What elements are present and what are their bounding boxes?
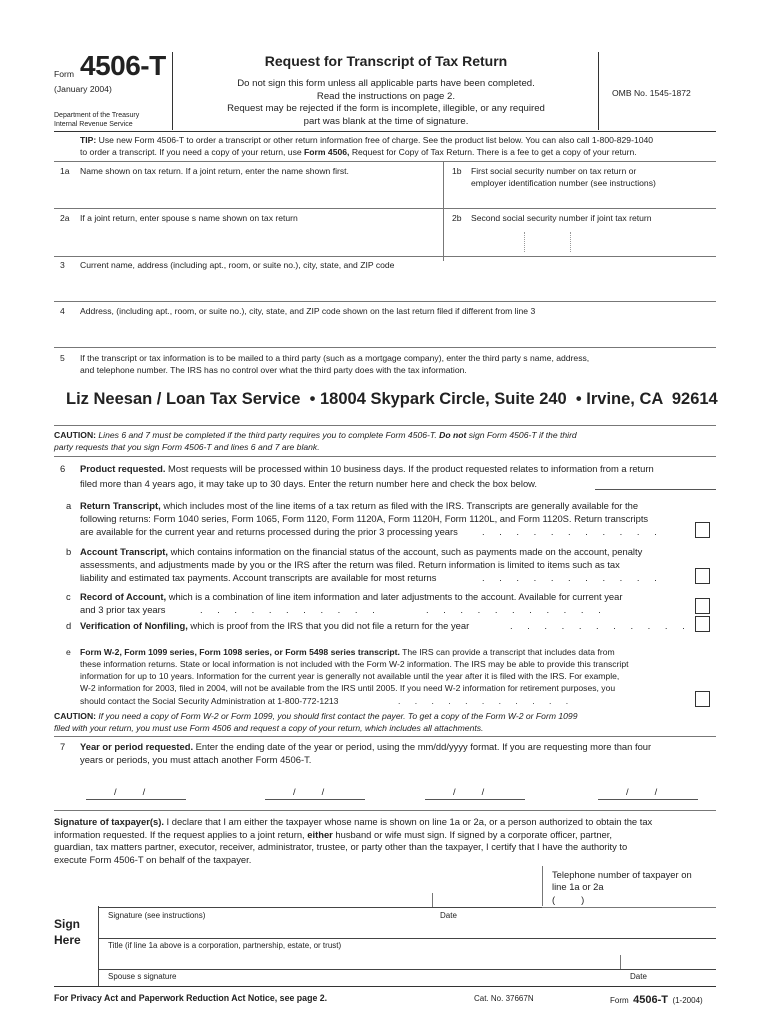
line-2a-num: 2a <box>60 213 70 223</box>
line-6b-text2: assessments, and adjustments made by you or the IRS after the return was filed. Return information is limited to items such as tax <box>80 559 620 570</box>
phone-label-1: Telephone number of taxpayer on <box>552 869 692 880</box>
dept-line2: Internal Revenue Service <box>54 121 133 128</box>
period-3-slashes: / / <box>453 786 485 797</box>
taxpayer-date-field[interactable] <box>440 890 540 906</box>
line-6c-letter: c <box>66 591 71 602</box>
form-title: Request for Transcript of Tax Return <box>264 53 508 69</box>
return-transcript-checkbox[interactable] <box>695 522 710 538</box>
line-1b-label1: First social security number on tax return or <box>471 166 637 176</box>
line-2a-label: If a joint return, enter spouse s name shown on tax return <box>80 213 298 223</box>
period-4-field[interactable] <box>598 799 698 800</box>
line-6a-letter: a <box>66 500 72 511</box>
sign-label: Sign <box>54 917 80 931</box>
record-of-account-checkbox[interactable] <box>695 598 710 614</box>
line-6e-letter: e <box>66 647 71 657</box>
line-6e-text5: should contact the Social Security Administration at 1-800-772-1213 <box>80 696 339 706</box>
period-4-slashes: / / <box>626 786 658 797</box>
line-6a-text1: Return Transcript, which includes most of the line items of a tax return as filed with the IRS. Transcripts are generally available for the <box>80 500 639 511</box>
header-sub4: part was blank at the time of signature. <box>303 115 469 127</box>
line-2b-field[interactable] <box>450 228 710 254</box>
line-5-label1: If the transcript or tax information is to be mailed to a third party (such as a mortgage company), enter the third party s name, address, <box>80 353 590 363</box>
period-2-slashes: / / <box>293 786 325 797</box>
tip-text: TIP: Use new Form 4506-T to order a transcript or other return information free of charge. See the product list below. You can also call 1-800-829-1040 to order a transcript. If you need a copy of your return, use Form 4506, Request for Copy of Tax Return. There is a fee to get a copy of your return. <box>80 135 654 157</box>
header-sub2: Read the instructions on page 2. <box>316 90 456 102</box>
line-6d-letter: d <box>66 620 72 631</box>
line-5-num: 5 <box>60 353 65 363</box>
line-6b-letter: b <box>66 546 72 557</box>
line-1a-field[interactable] <box>60 178 440 206</box>
privacy-notice: For Privacy Act and Paperwork Reduction Act Notice, see page 2. <box>54 993 328 1003</box>
title-label: Title (if line 1a above is a corporation, partnership, estate, or trust) <box>108 941 342 950</box>
taxpayer-signature-field[interactable] <box>108 890 428 906</box>
return-number-field[interactable] <box>595 489 716 490</box>
line-6c-dots: . . . . . . . . . . . <box>200 604 381 615</box>
date-label: Date <box>440 911 457 920</box>
line-6d-text: Verification of Nonfiling, which is proof from the IRS that you did not file a return for the year <box>80 620 470 631</box>
line-4-label: Address, (including apt., room, or suite no.), city, state, and ZIP code shown on the last return filed if different from line 3 <box>80 306 536 316</box>
spouse-date-label: Date <box>630 972 647 981</box>
line-6e-text3: information for up to 10 years. Information for the current year is generally not available until the year after it is filed with the IRS. For example, <box>80 671 620 681</box>
verification-nonfiling-checkbox[interactable] <box>695 616 710 632</box>
period-1-slashes: / / <box>114 786 146 797</box>
line-7-num: 7 <box>60 741 66 752</box>
line-3-field[interactable] <box>60 272 710 298</box>
line-3-label: Current name, address (including apt., room, or suite no.), city, state, and ZIP code <box>80 260 395 270</box>
line-2a-field[interactable] <box>60 225 440 255</box>
footer-form-id: Form 4506-T (1-2004) <box>610 994 703 1006</box>
line-1a-label: Name shown on tax return. If a joint return, enter the name shown first. <box>80 166 349 176</box>
line-5-third-party-value[interactable]: Liz Neesan / Loan Tax Service • 18004 Skypark Circle, Suite 240 • Irvine, CA 92614 <box>66 390 718 408</box>
line-6a-text3: are available for the current year and returns processed during the prior 3 processing years <box>80 526 458 537</box>
line-2b-label: Second social security number if joint tax return <box>471 213 652 223</box>
line-6d-dots: . . . . . . . . . . . <box>510 620 691 631</box>
line-1b-field[interactable] <box>450 190 710 206</box>
dept-line1: Department of the Treasury <box>54 112 140 119</box>
here-label: Here <box>54 933 81 947</box>
line-6c-text2: and 3 prior tax years <box>80 604 166 615</box>
line-6e-text4: W-2 information for 2003, filed in 2004, will not be available from the IRS until 2005. If you need W-2 information for retirement purposes, you <box>80 683 616 693</box>
line-6b-dots: . . . . . . . . . . . <box>482 572 663 583</box>
signature-label: Signature (see instructions) <box>108 911 206 920</box>
period-2-field[interactable] <box>265 799 365 800</box>
form-number: 4506-T <box>80 50 166 81</box>
signature-declaration-4: execute Form 4506-T on behalf of the taxpayer. <box>54 853 252 865</box>
line-6-text2: filed more than 4 years ago, it may take up to 30 days. Enter the return number here and check the box below. <box>80 478 538 489</box>
line-6a-text2: following returns: Form 1040 series, Form 1065, Form 1120, Form 1120A, Form 1120H, Form 1120L, and Form 1120S. Return transcripts <box>80 513 649 524</box>
form-label: Form <box>54 69 75 79</box>
line-6-num: 6 <box>60 463 66 474</box>
caution-lines-6-7: CAUTION: Lines 6 and 7 must be completed if the third party requires you to complete Form 4506-T. Do not sign Form 4506-T if the third party requests that you sign Form 4506-T and lines 6 and 7 are blank. <box>54 430 577 452</box>
line-1b-label2: employer identification number (see instructions) <box>471 178 656 188</box>
line-6e-text2: these information returns. State or local information is not included with the Form W-2 information. The IRS may be able to provide this transcript <box>80 659 629 669</box>
title-field[interactable] <box>108 922 708 938</box>
catalog-number: Cat. No. 37667N <box>474 994 534 1003</box>
line-6c-text1: Record of Account, which is a combination of line item information and later adjustments to the account. Available for current year <box>80 591 623 602</box>
signature-declaration-3: guardian, tax matters partner, executor, receiver, administrator, trustee, or party other than the taxpayer, I certify that I have the authority to <box>54 841 628 852</box>
line-1a-num: 1a <box>60 166 70 176</box>
omb-number: OMB No. 1545-1872 <box>612 88 691 98</box>
line-6-text1: Product requested. Most requests will be processed within 10 business days. If the product requested relates to information from a return <box>80 463 654 474</box>
signature-declaration-1: Signature of taxpayer(s). I declare that I am either the taxpayer whose name is shown on line 1a or 2a, or a person authorized to obtain the tax <box>54 816 653 827</box>
line-4-num: 4 <box>60 306 65 316</box>
spouse-signature-field[interactable] <box>108 953 608 969</box>
line-6e-dots: . . . . . . . . . . . <box>398 696 575 706</box>
signature-declaration-2: information requested. If the request applies to a joint return, either husband or wife must sign. If signed by a corporate officer, partner, <box>54 828 612 840</box>
line-2b-num: 2b <box>452 213 462 223</box>
line-6c-dots2: . . . . . . . . . . . <box>426 604 607 615</box>
account-transcript-checkbox[interactable] <box>695 568 710 584</box>
spouse-date-field[interactable] <box>630 953 716 969</box>
period-3-field[interactable] <box>425 799 525 800</box>
line-6e-text1: Form W-2, Form 1099 series, Form 1098 series, or Form 5498 series transcript. The IRS can provide a transcript that includes data from <box>80 647 615 657</box>
period-1-field[interactable] <box>86 799 186 800</box>
line-7-text1: Year or period requested. Enter the ending date of the year or period, using the mm/dd/yyyy format. If you are requesting more than four <box>80 741 652 752</box>
w2-1099-transcript-checkbox[interactable] <box>695 691 710 707</box>
caution-w2: CAUTION: If you need a copy of Form W-2 or Form 1099, you should first contact the payer. To get a copy of the Form W-2 or Form 1099 filed with your return, you must use Form 4506 and request a copy of your return, which includes all attachments. <box>54 711 578 733</box>
phone-label-2: line 1a or 2a <box>552 881 604 892</box>
line-4-field[interactable] <box>60 318 710 344</box>
header-sub1: Do not sign this form unless all applicable parts have been completed. <box>237 78 535 89</box>
phone-field[interactable]: ( ) <box>552 894 585 905</box>
line-3-num: 3 <box>60 260 65 270</box>
line-1b-num: 1b <box>452 166 462 176</box>
spouse-signature-label: Spouse s signature <box>108 972 177 981</box>
header-sub3: Request may be rejected if the form is incomplete, illegible, or any required <box>227 103 545 114</box>
line-5-label2: and telephone number. The IRS has no control over what the third party does with the tax information. <box>80 365 467 375</box>
line-7-text2: years or periods, you must attach another Form 4506-T. <box>80 754 312 765</box>
line-6b-text1: Account Transcript, which contains information on the financial status of the account, such as payments made on the account, penalty <box>80 546 643 557</box>
form-revision: (January 2004) <box>54 84 112 94</box>
line-6b-text3: liability and estimated tax payments. Account transcripts are available for most returns <box>80 572 437 583</box>
line-6a-dots: . . . . . . . . . . . <box>482 526 663 537</box>
